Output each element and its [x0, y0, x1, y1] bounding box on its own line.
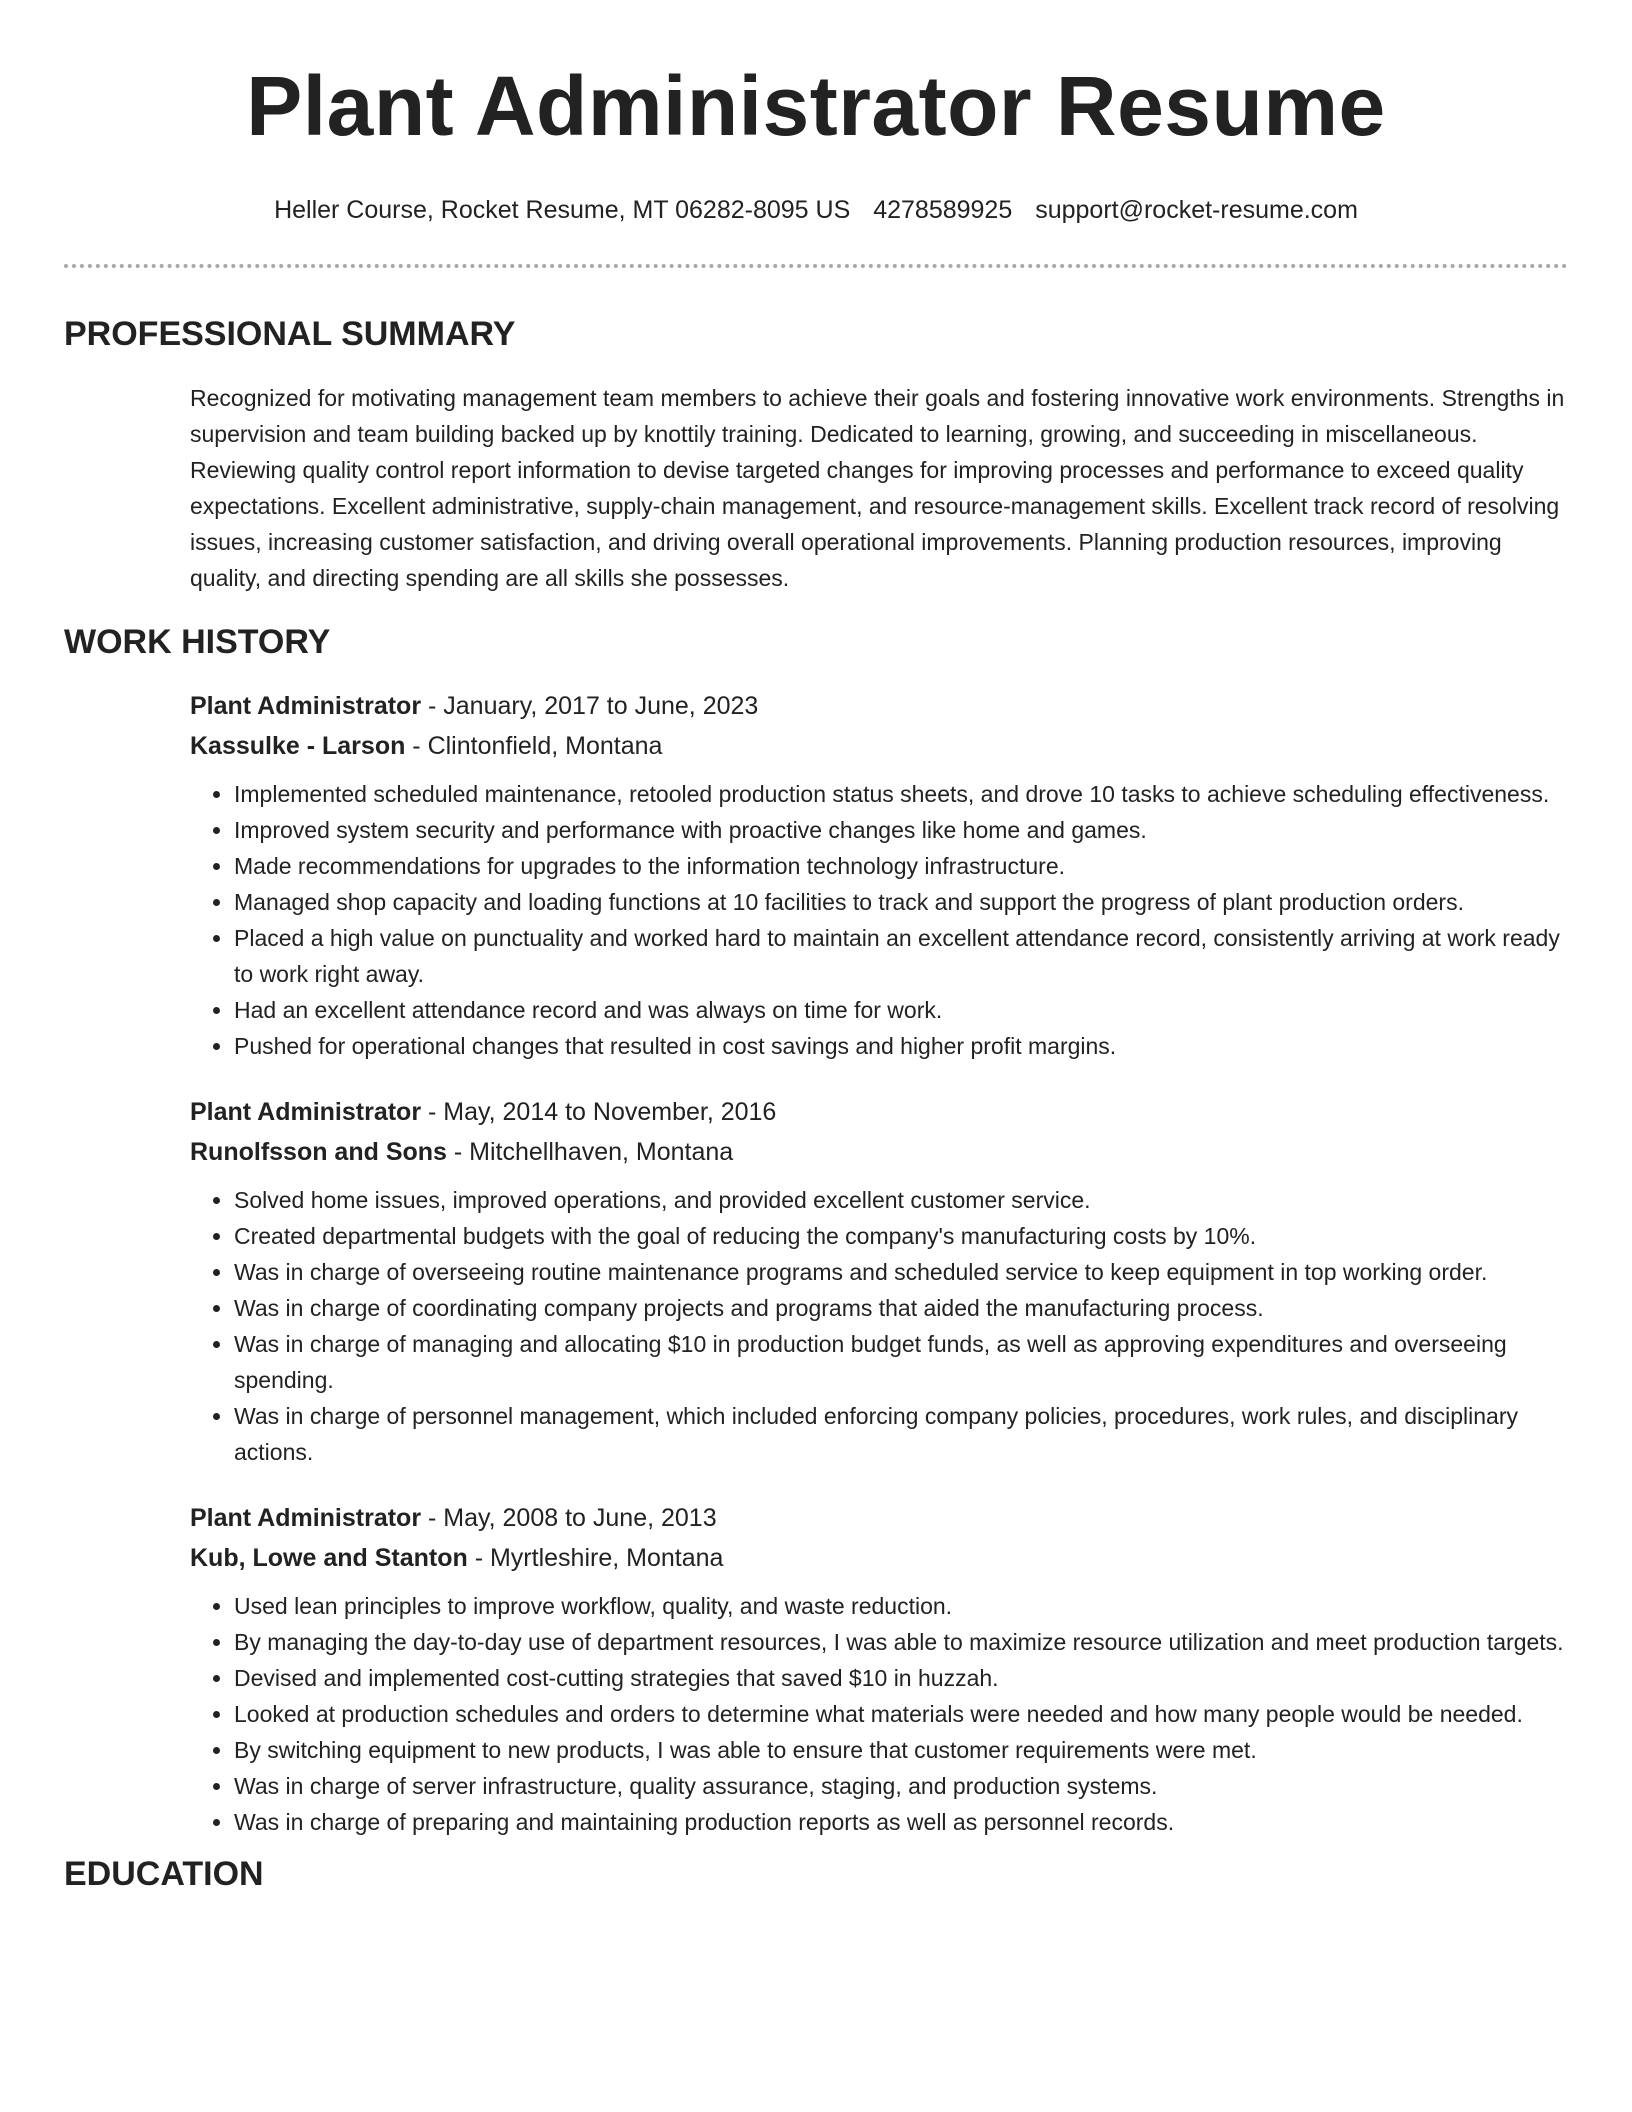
job-title: Plant Administrator	[190, 1098, 422, 1126]
job-bullet: • Created departmental budgets with the goal of reducing the company's manufacturing costs by 10%.	[234, 1218, 1568, 1254]
contact-line	[64, 194, 1568, 226]
resume-title: Plant Administrator Resume	[246, 59, 1386, 153]
job-location: - Mitchellhaven, Montana	[446, 1138, 734, 1166]
job-title: Plant Administrator	[190, 692, 422, 720]
job-entry	[190, 686, 1568, 1064]
job-bullet: • By managing the day-to-day use of department resources, I was able to maximize resource utilization and meet production targets.	[234, 1624, 1568, 1660]
job-location: - Clintonfield, Montana	[405, 732, 663, 760]
job-entry	[190, 1498, 1568, 1840]
job-bullet: • Placed a high value on punctuality and worked hard to maintain an excellent attendance record, consistently arriving at work ready to work right away.	[234, 920, 1568, 992]
job-bullet: • Had an excellent attendance record and was always on time for work.	[234, 992, 1568, 1028]
work-history-heading: WORK HISTORY	[64, 623, 331, 661]
job-company-line	[190, 1538, 1568, 1578]
job-company-line	[190, 1132, 1568, 1172]
job-bullet: • By switching equipment to new products, I was able to ensure that customer requirements were met.	[234, 1732, 1568, 1768]
job-bullet: • Was in charge of managing and allocating $10 in production budget funds, as well as approving expenditures and overseeing spending.	[234, 1326, 1568, 1398]
job-title-line	[190, 1498, 1568, 1538]
job-dates: - May, 2014 to November, 2016	[421, 1098, 777, 1126]
job-dates: - January, 2017 to June, 2023	[421, 692, 759, 720]
job-bullet: • Implemented scheduled maintenance, retooled production status sheets, and drove 10 tasks to achieve scheduling effectiveness.	[234, 776, 1568, 812]
header-divider	[64, 264, 1568, 268]
job-bullet: • Was in charge of coordinating company projects and programs that aided the manufacturing process.	[234, 1290, 1568, 1326]
education-heading: EDUCATION	[64, 1855, 264, 1893]
job-bullets	[190, 1588, 1568, 1840]
job-company-line	[190, 726, 1568, 766]
job-bullet: • Managed shop capacity and loading functions at 10 facilities to track and support the progress of plant production orders.	[234, 884, 1568, 920]
job-company: Kassulke - Larson	[190, 732, 406, 760]
job-bullet: • Was in charge of personnel management, which included enforcing company policies, procedures, work rules, and disciplinary actions.	[234, 1398, 1568, 1470]
contact-phone: 4278589925	[873, 196, 1013, 224]
job-title-line	[190, 1092, 1568, 1132]
job-dates: - May, 2008 to June, 2013	[421, 1504, 717, 1532]
job-bullet: • Pushed for operational changes that resulted in cost savings and higher profit margins.	[234, 1028, 1568, 1064]
job-title: Plant Administrator	[190, 1504, 422, 1532]
job-bullets	[190, 1182, 1568, 1470]
job-company: Kub, Lowe and Stanton	[190, 1544, 468, 1572]
job-title-line	[190, 686, 1568, 726]
job-bullet: • Solved home issues, improved operations, and provided excellent customer service.	[234, 1182, 1568, 1218]
job-bullet: • Looked at production schedules and orders to determine what materials were needed and how many people would be needed.	[234, 1696, 1568, 1732]
job-location: - Myrtleshire, Montana	[467, 1544, 724, 1572]
contact-address: Heller Course, Rocket Resume, MT 06282-8095 US	[274, 196, 851, 224]
job-bullet: • Was in charge of overseeing routine maintenance programs and scheduled service to keep equipment in top working order.	[234, 1254, 1568, 1290]
job-bullet: • Improved system security and performance with proactive changes like home and games.	[234, 812, 1568, 848]
job-bullet: • Devised and implemented cost-cutting strategies that saved $10 in huzzah.	[234, 1660, 1568, 1696]
job-bullets	[190, 776, 1568, 1064]
job-bullet: • Was in charge of preparing and maintaining production reports as well as personnel records.	[234, 1804, 1568, 1840]
job-bullet: • Used lean principles to improve workflow, quality, and waste reduction.	[234, 1588, 1568, 1624]
job-company: Runolfsson and Sons	[190, 1138, 447, 1166]
summary-heading: PROFESSIONAL SUMMARY	[64, 315, 516, 353]
contact-email[interactable]: support@rocket-resume.com	[1035, 196, 1358, 224]
job-bullet: • Was in charge of server infrastructure, quality assurance, staging, and production systems.	[234, 1768, 1568, 1804]
job-bullet: • Made recommendations for upgrades to the information technology infrastructure.	[234, 848, 1568, 884]
job-entry	[190, 1092, 1568, 1470]
summary-text: Recognized for motivating management team members to achieve their goals and fostering innovative work environments. Strengths in supervision and team building backed up by knottily training. Dedicated to learning, growing, and succeeding in miscellaneous. Reviewing quality control report information to devise targeted changes for improving processes and performance to exceed quality expectations. Excellent administrative, supply-chain management, and resource-management skills. Excellent track record of resolving issues, increasing customer satisfaction, and driving overall operational improvements. Planning production resources, improving quality, and directing spending are all skills she possesses.	[190, 385, 1565, 591]
